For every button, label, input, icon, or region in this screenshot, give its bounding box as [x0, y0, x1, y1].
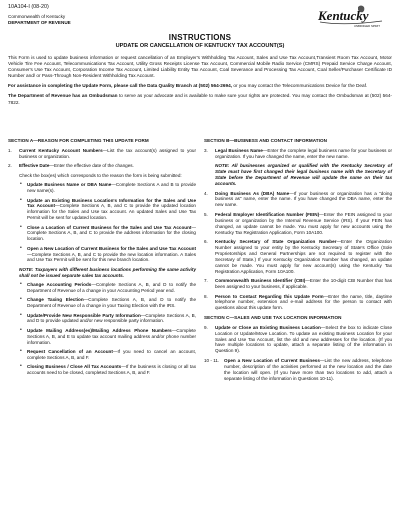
bullet-heading: Update an Existing Business Location's Information for the Sales and Use Tax Account	[27, 197, 196, 209]
page-title: INSTRUCTIONS	[168, 33, 232, 42]
item-9-text: —Select the box to indicate Close Location or Update/Move Location. To update an existing Business Location for your Sales and Use Tax Account, list the old and new addresses for the location. (If you have multiple locations to update, attach a separate listing of the information in Question 9).	[215, 324, 392, 354]
bullet-heading: Request Cancellation of an Account	[27, 348, 113, 354]
kentucky-logo	[314, 4, 388, 28]
bullet-heading: Update Business Name or DBA Name	[27, 182, 112, 188]
ombudsman-text: to serve as your advocate and is available to make sure your rights are protected. You may contact the Ombudsman at (502) 564-7822.	[8, 93, 392, 105]
item-10-heading: Open a New Location of Current Business	[224, 357, 320, 363]
bullet-text: —Complete Sections A, B, and C to provide the new location information. A Sales and Use Tax Permit will be sent for this new branch location.	[27, 251, 196, 263]
item-5-heading: Federal Employer Identification Number (FEIN)	[215, 211, 320, 217]
bullet-icon: •	[20, 311, 22, 318]
bullet-icon: •	[20, 244, 22, 251]
item-2-number: 2.	[8, 163, 12, 169]
logo-word: Kentucky	[318, 8, 369, 23]
logo-tagline: UNBRIDLED SPIRIT	[354, 24, 380, 28]
bullet-update-location	[19, 198, 196, 222]
item-8-text: —Enter the name, title, daytime telephone number, extension and e-mail address for the person to contact with questions about this update form.	[215, 293, 393, 311]
kentucky-logo-graphic	[314, 4, 388, 28]
bullet-heading: Update/Provide New Responsible Party Information	[27, 312, 141, 318]
bullet-update-name	[19, 182, 196, 194]
item-1-text: —List the tax account(s) assigned to your business or organization.	[19, 147, 196, 159]
department-label: DEPARTMENT OF REVENUE	[8, 20, 71, 25]
bullet-text: —Complete Sections A and B to provide new name(s).	[27, 182, 196, 194]
bullet-heading: Change Accounting Periods	[27, 282, 92, 288]
bullet-icon: •	[20, 181, 22, 188]
bullet-text: —Complete Sections A, B, and D to notify the Department of Revenue of a change in your Taxing Election with the IRS.	[27, 297, 196, 309]
item-6	[204, 239, 392, 274]
bullet-text: —If you need to cancel an account, complete Sections A, B, and F.	[27, 348, 196, 360]
item-7-text: —Enter the 10-digit CBI Number that has been assigned to your business, if applicable.	[215, 278, 392, 289]
bullet-text: —Complete Sections A, B, and D to notify the Department of Revenue of a change in your Accounting Period year end.	[27, 282, 196, 294]
bullet-taxing-election	[19, 297, 196, 309]
item-1-number: 1.	[8, 147, 12, 153]
bullet-icon: •	[20, 223, 22, 230]
bullet-text: —Complete Sections A, B, and D to provide updated and/or new responsible party information.	[27, 312, 196, 324]
bullet-text: —Complete Sections A, B, and E to update tax account mailing address and/or phone number information.	[27, 327, 196, 345]
item-3-number: 3.	[204, 147, 208, 153]
page-subtitle: UPDATE OR CANCELLATION OF KENTUCKY TAX ACCOUNT(S)	[115, 43, 285, 49]
item-8-heading: Person to Contact Regarding this Update Form	[215, 293, 324, 299]
bullet-heading: Change Taxing Election	[27, 297, 84, 303]
item-5-text: —Enter the FEIN assigned to your business or organization by the Internal Revenue Service (IRS). If your FEIN has changed, an update cannot be made. You must apply for new accounts using the Kentucky Tax Registration Application, Form 10A100.	[215, 211, 392, 235]
item-1-heading: Current Kentucky Account Numbers	[19, 147, 103, 153]
item-3	[204, 148, 392, 160]
item-6-number: 6.	[204, 239, 208, 245]
bullet-heading: Update Mailing Address(es)/Mailing Address Phone Numbers	[27, 327, 172, 333]
bullet-cancel-account	[19, 349, 196, 361]
item-10-11	[204, 358, 392, 382]
item-8	[204, 294, 392, 312]
intro-paragraph: This Form is used to update business information or request cancellation of an Employer's Withholding Tax Account, Sales and Use Tax Account,Transient Room Tax Account, Motor Vehicle Tire Fee Account, Telecommunications Tax Account, Utility Gross Receipts License Tax Account, Commercial Mobile Radio Service (CMRS) Prepaid Service Charge Account, Consumer's Use Tax Account, Corporation Income Tax Account, Limited Liability Entity Tax Account, Coal Severance and Processing Tax Account, Coal Seller/Purchaser Certificate ID Number and/ or Pass-Through Non-Resident Withholding Tax Account.	[8, 55, 392, 79]
item-4-number: 4.	[204, 190, 208, 196]
item-5	[204, 212, 392, 236]
intro-section	[8, 55, 392, 110]
item-6-text: —Enter the Organization Number assigned to your entity by the Kentucky Secretary of State's Office (Sole Proprietorships and General Partnerships are not required to register with the Secretary of State.) If your Kentucky Organization Number has changed, an update cannot be made. You must apply for new account(s) using the Kentucky Tax Registration Application, Form 10A100.	[215, 239, 392, 274]
item-4-text: —If your business or organization has a "doing business as" name, enter the name. If you have changed the DBA name, enter the new name.	[215, 190, 392, 208]
bullet-text: —Complete Sections A, B, and C to provide the address information for the closing location.	[27, 224, 196, 242]
note-separate-accounts: NOTE: Taxpayers with different business locations performing the same activity shall not be issued separate sales tax accounts.	[19, 266, 196, 278]
item-8-number: 8.	[204, 293, 208, 299]
item-6-heading: Kentucky Secretary of State Organization Number	[215, 239, 337, 245]
bullet-responsible-party	[19, 313, 196, 325]
form-number: 10A104-I (08-20)	[8, 4, 49, 10]
bullet-mailing-address	[19, 328, 196, 346]
section-c-title: SECTION C—SALES AND USE TAX LOCATION INFORMATION	[204, 314, 342, 320]
item-3-text: —Enter the complete legal business name for your business or organization. If you have changed the name, enter the new name.	[215, 147, 392, 159]
assistance-paragraph	[8, 83, 392, 89]
item-9-heading: Update or Close an Existing Business Location	[215, 324, 321, 330]
item-2	[8, 163, 196, 169]
item-7	[204, 278, 392, 290]
bullet-icon: •	[20, 296, 22, 303]
item-1	[8, 148, 196, 160]
bullet-accounting-periods	[19, 282, 196, 294]
bullet-icon: •	[20, 363, 22, 370]
bullet-heading: Open a New Location of Current Business for the Sales and Use Tax Account	[27, 245, 196, 251]
bullet-close-location	[19, 225, 196, 243]
item-3-heading: Legal Business Name	[215, 147, 263, 153]
left-column	[8, 138, 196, 379]
assistance-bold: For assistance in completing the Update Form, please call the Data Quality Branch at (502) 564-2694,	[8, 83, 233, 89]
commonwealth-label: Commonwealth of Kentucky	[8, 14, 66, 19]
ombudsman-paragraph	[8, 93, 392, 105]
bullet-text: —If the business is closing or all tax accounts need to be closed, completed Sections A, B, and F.	[27, 364, 196, 375]
bullet-icon: •	[20, 347, 22, 354]
item-7-number: 7.	[204, 278, 208, 284]
ombudsman-bold: The Department of Revenue has an Ombudsman	[8, 93, 118, 99]
assistance-text: or you may contact the Telecommunications Device for the Deaf.	[232, 83, 368, 89]
bullet-icon: •	[20, 196, 22, 203]
item-9	[204, 325, 392, 355]
section-b-title: SECTION B—BUSINESS AND CONTACT INFORMATION	[204, 138, 327, 143]
item-10-text: —List the new address, telephone number, description of the activities performed at the new location and the date the location will open. (If you have more than two locations to add, attach a separate listing of the information in Questions 10-11).	[224, 357, 392, 381]
item-9-number: 9.	[204, 324, 208, 330]
item-4-heading: Doing Business As (DBA) Name	[215, 190, 290, 196]
item-10-number: 10 - 11.	[204, 357, 220, 363]
bullet-icon: •	[20, 326, 22, 333]
bullet-closing-business	[19, 364, 196, 376]
item-2-heading: Effective Date	[19, 163, 50, 169]
bullet-heading: Closing Business / Close All Tax Accounts	[27, 364, 122, 370]
item-4	[204, 191, 392, 209]
section-a-title: SECTION A—REASON FOR COMPLETING THIS UPDATE FORM	[8, 138, 149, 143]
item-2-text: —Enter the effective date of the changes.	[49, 163, 134, 169]
bullet-open-location	[19, 246, 196, 264]
bullet-heading: Close a Location of Current Business for the Sales and Use Tax Account	[27, 224, 192, 230]
item-7-heading: Commonwealth Business Identifier (CBI)	[215, 278, 306, 284]
right-column	[204, 138, 392, 385]
item-5-number: 5.	[204, 211, 208, 217]
item-2-subtext: Check the box(es) which corresponds to the reason the form is being submitted:	[19, 172, 182, 178]
bullet-text: —Complete Sections A, B, and C to provide the updated location information for the Sales and Use tax account. An updated Sales and Use Tax Permit will be sent for updated location.	[27, 203, 196, 221]
bullet-icon: •	[20, 281, 22, 288]
note-legal-name: NOTE: All businesses organized or qualified with the Kentucky Secretary of State must have first changed their legal business name with the Secretary of State before the Department of Revenue will update the name on their tax accounts.	[215, 163, 392, 187]
